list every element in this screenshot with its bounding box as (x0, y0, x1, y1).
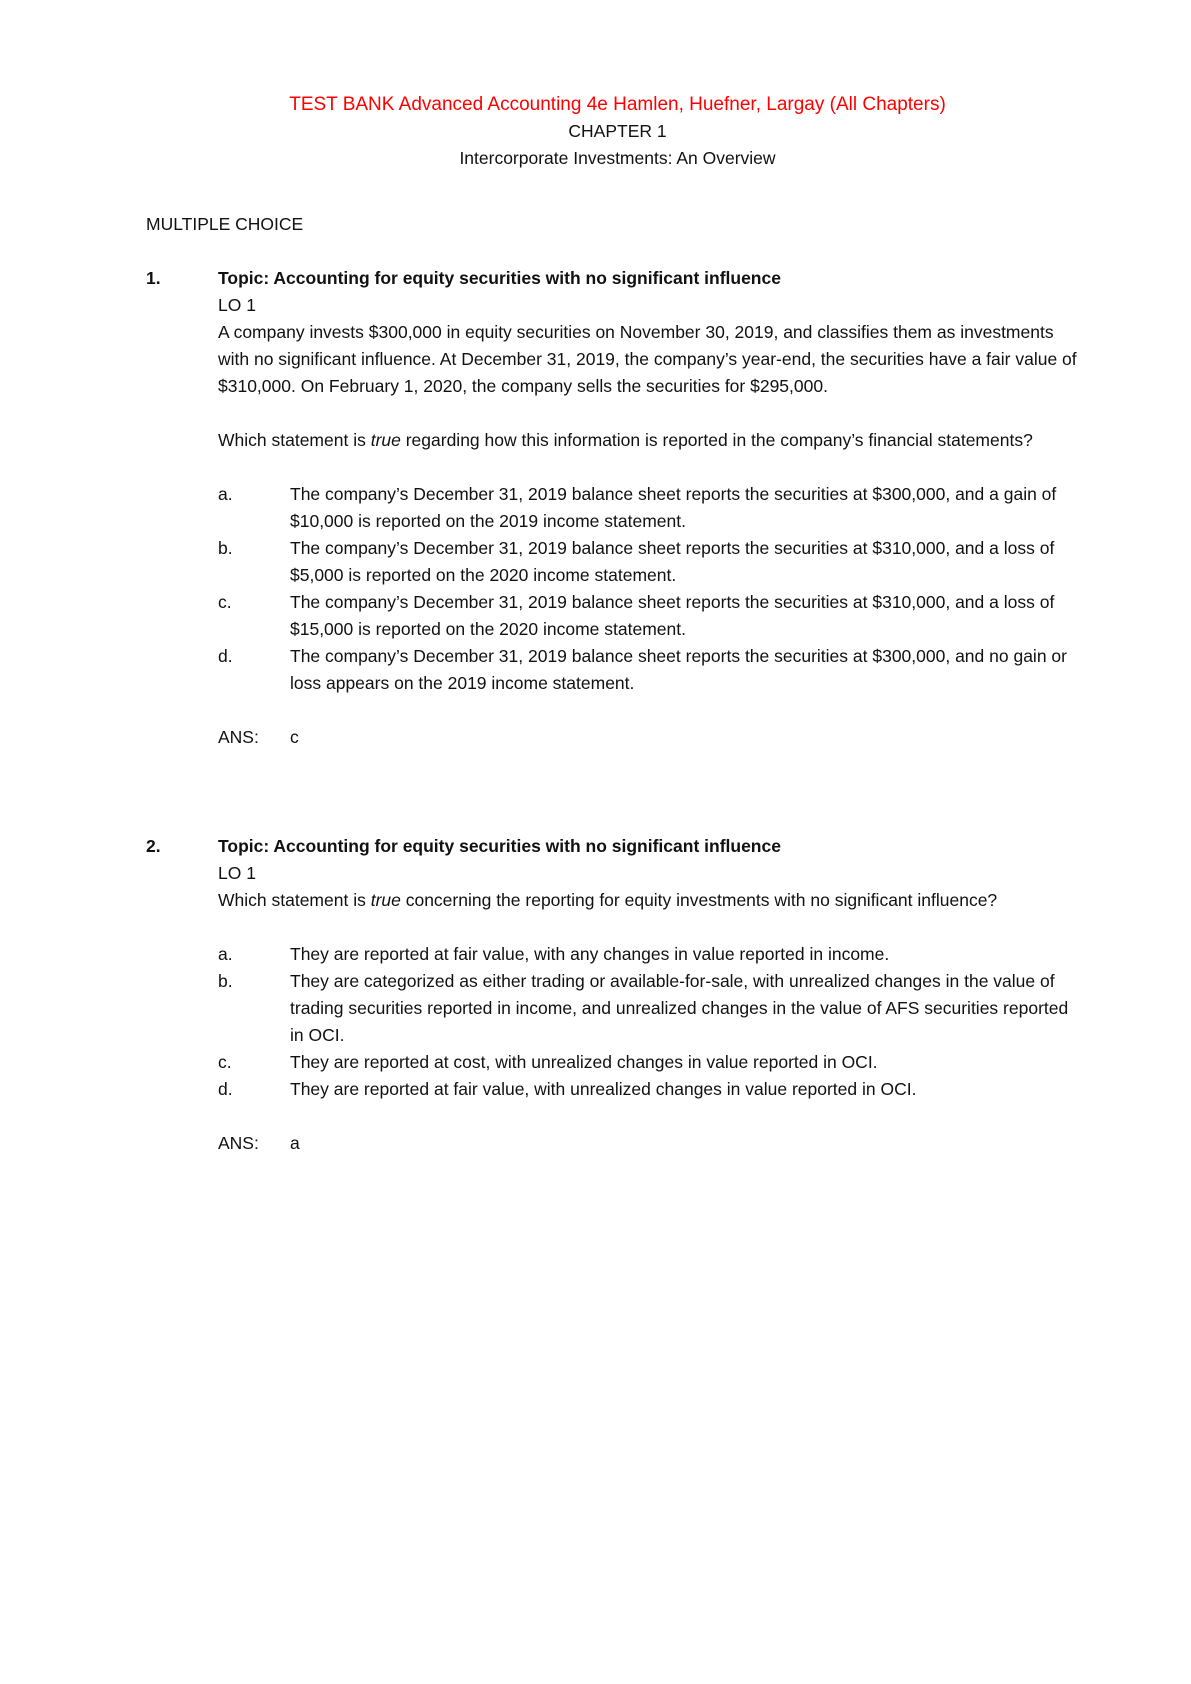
option-letter: a. (218, 944, 233, 964)
answer-value: c (290, 727, 299, 747)
question-1 (146, 265, 1086, 751)
learning-objective: LO 1 (218, 295, 256, 315)
chapter-heading: CHAPTER 1 (568, 121, 667, 141)
option-letter: c. (218, 592, 232, 612)
question-number: 1. (146, 268, 161, 288)
option-letter: a. (218, 484, 233, 504)
answer-option-b (218, 535, 1086, 589)
question-topic: Topic: Accounting for equity securities with no significant influence (218, 268, 781, 288)
question-prompt (218, 887, 1086, 914)
answer-option-a (218, 481, 1086, 535)
prompt-emphasis: true (370, 890, 401, 910)
option-letter: c. (218, 1052, 232, 1072)
question-stem: A company invests $300,000 in equity securities on November 30, 2019, and classifies them as investments with no significant influence. At December 31, 2019, the company’s year-end, the securities have a fair value of $310,000. On February 1, 2020, the company sells the securities for $295,000. (218, 322, 1077, 396)
question-prompt (218, 427, 1086, 454)
chapter-subtitle: Intercorporate Investments: An Overview (459, 148, 776, 168)
section-heading: MULTIPLE CHOICE (146, 214, 304, 234)
answer-line (218, 1130, 1086, 1157)
learning-objective: LO 1 (218, 863, 256, 883)
prompt-emphasis: true (370, 430, 401, 450)
prompt-text: Which statement is (218, 890, 371, 910)
option-letter: d. (218, 1079, 233, 1099)
option-text: The company’s December 31, 2019 balance sheet reports the securities at $310,000, and a loss of $15,000 is reported on the 2020 income statement. (290, 592, 1055, 639)
option-text: They are reported at fair value, with any changes in value reported in income. (290, 944, 890, 964)
answer-option-c (218, 1049, 1086, 1076)
answer-line (218, 724, 1086, 751)
answer-option-b (218, 968, 1086, 1049)
option-text: They are categorized as either trading or available-for-sale, with unrealized changes in the value of trading securities reported in income, and unrealized changes in the value of AFS securities reported in OCI. (290, 971, 1069, 1045)
document-title: TEST BANK Advanced Accounting 4e Hamlen, Huefner, Largay (All Chapters) (289, 94, 946, 115)
option-text: They are reported at fair value, with unrealized changes in value reported in OCI. (290, 1079, 917, 1099)
prompt-text: regarding how this information is reported in the company’s financial statements? (400, 430, 1033, 450)
option-text: The company’s December 31, 2019 balance sheet reports the securities at $300,000, and no gain or loss appears on the 2019 income statement. (290, 646, 1067, 693)
answer-option-d (218, 643, 1086, 697)
answer-option-c (218, 589, 1086, 643)
prompt-text: Which statement is (218, 430, 371, 450)
option-letter: b. (218, 971, 233, 991)
question-2 (146, 833, 1086, 1157)
option-text: The company’s December 31, 2019 balance sheet reports the securities at $300,000, and a gain of $10,000 is reported on the 2019 income statement. (290, 484, 1057, 531)
answer-option-a (218, 941, 1086, 968)
option-text: The company’s December 31, 2019 balance sheet reports the securities at $310,000, and a loss of $5,000 is reported on the 2020 income statement. (290, 538, 1055, 585)
prompt-text: concerning the reporting for equity investments with no significant influence? (400, 890, 998, 910)
question-number: 2. (146, 836, 161, 856)
answer-label: ANS: (218, 1133, 259, 1153)
question-topic: Topic: Accounting for equity securities with no significant influence (218, 836, 781, 856)
option-text: They are reported at cost, with unrealized changes in value reported in OCI. (290, 1052, 878, 1072)
answer-label: ANS: (218, 727, 259, 747)
option-letter: b. (218, 538, 233, 558)
answer-value: a (290, 1133, 300, 1153)
answer-option-d (218, 1076, 1086, 1103)
option-letter: d. (218, 646, 233, 666)
